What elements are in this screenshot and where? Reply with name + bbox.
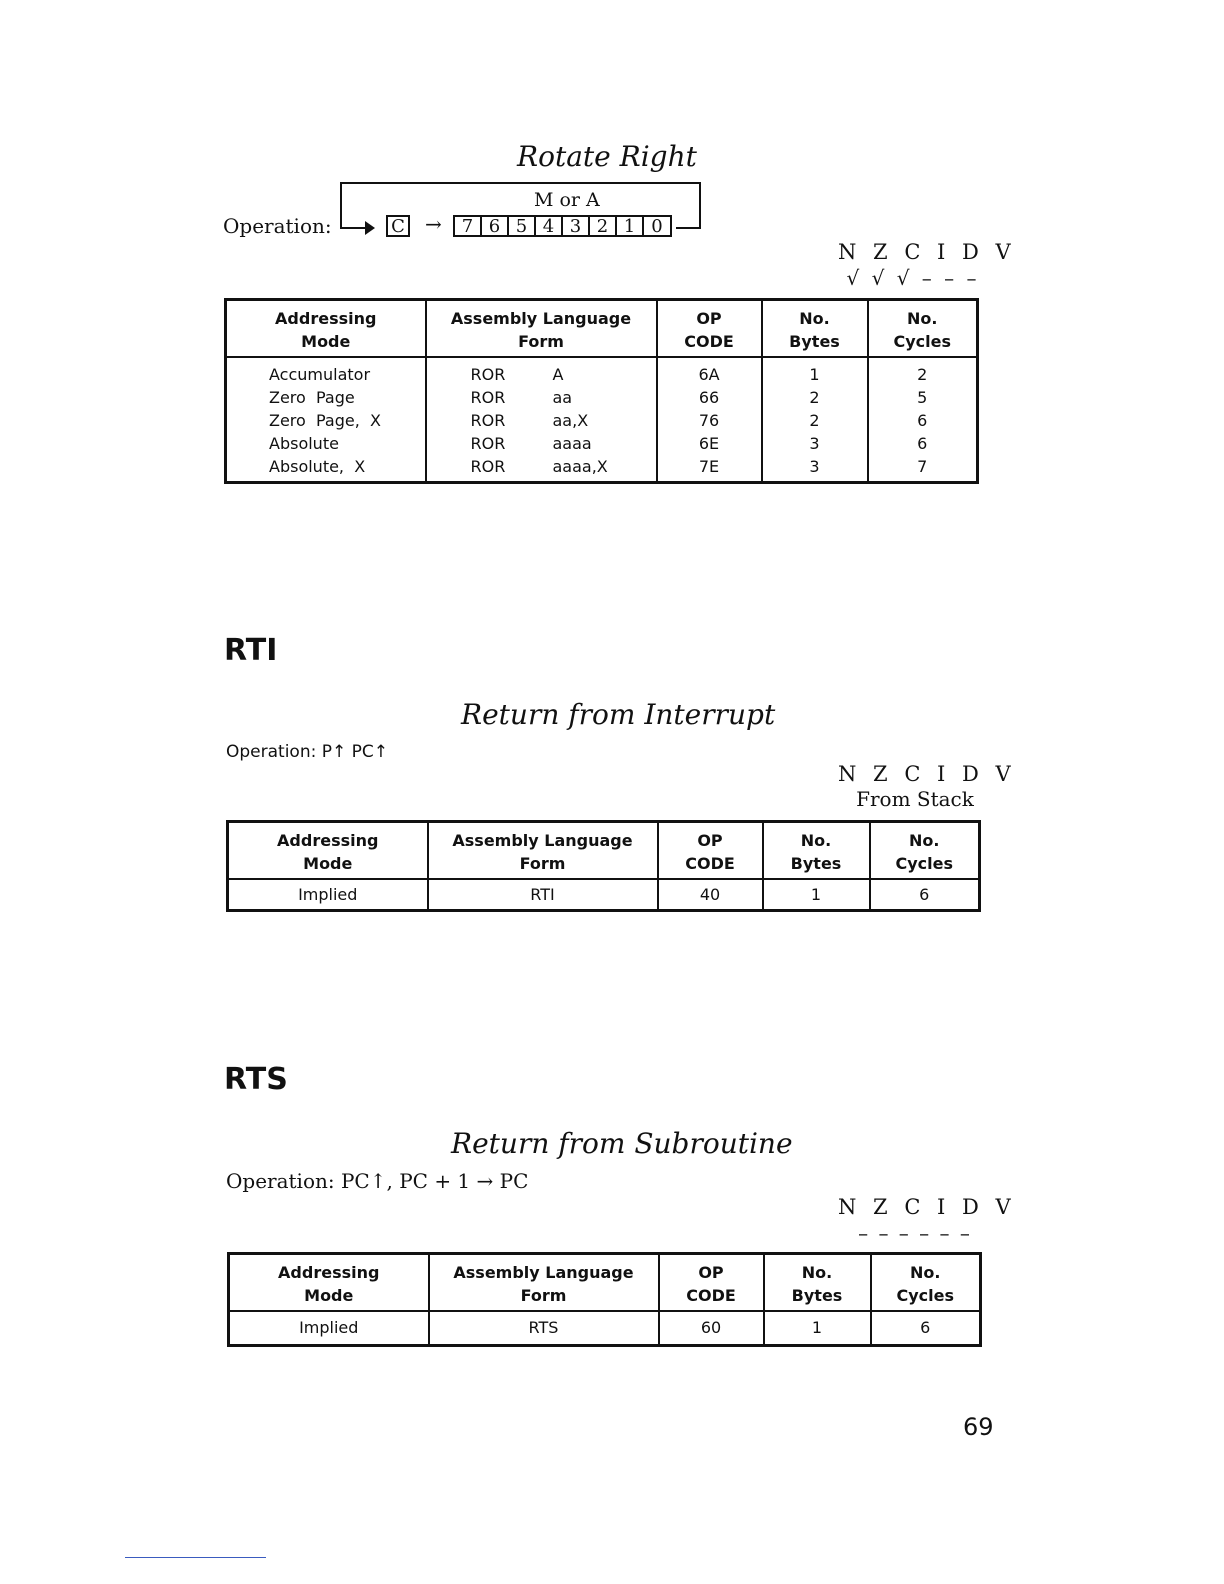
mode-cell: Implied [298,885,358,904]
bytes-cell: 1 [764,1311,871,1346]
opcode-cell: 40 [658,879,763,911]
bit-3-box: 3 [561,215,590,237]
assembly-cell: ROR aaaa [426,432,657,455]
rti-flags-values: From Stack [856,787,974,811]
bytes-cell: 1 [763,879,870,911]
mode-cell: Zero Page, X [269,411,381,430]
table-row [229,1311,981,1346]
assembly-cell: ROR aa [426,386,657,409]
cycles-cell: 6 [868,409,978,432]
col-header-addressing-mode: Addressing Mode [228,822,428,880]
rts-operation: Operation: PC↑, PC + 1 → PC [226,1169,529,1193]
cycles-cell: 2 [868,357,978,386]
col-header-bytes: No. Bytes [762,300,868,358]
col-header-addressing-mode: Addressing Mode [226,300,426,358]
assembly-cell: RTI [428,879,658,911]
col-header-assembly-form: Assembly Language Form [429,1254,659,1312]
bytes-cell: 3 [762,455,868,483]
bit-6-box: 6 [480,215,509,237]
assembly-cell: ROR A [426,357,657,386]
bit-4-box: 4 [534,215,563,237]
diagram-loop-exit-line [676,227,701,229]
rti-operation: Operation: P↑ PC↑ [226,742,388,762]
ror-flags-values: √ √ √ – – – [846,266,980,290]
mode-cell: Accumulator [269,365,371,384]
diagram-loop-left-line [340,182,342,229]
col-header-opcode: OP CODE [657,300,762,358]
ror-flags-header: N Z C I D V [838,240,1016,264]
opcode-cell: 6E [657,432,762,455]
cycles-cell: 6 [868,432,978,455]
col-header-assembly-form: Assembly Language Form [426,300,657,358]
cycles-cell: 6 [870,879,980,911]
bit-5-box: 5 [507,215,536,237]
col-header-assembly-form: Assembly Language Form [428,822,658,880]
opcode-cell: 66 [657,386,762,409]
mode-cell: Zero Page [269,388,355,407]
cycles-cell: 7 [868,455,978,483]
rti-heading: RTI [224,633,278,668]
rts-flags-header: N Z C I D V [838,1195,1016,1219]
opcode-cell: 6A [657,357,762,386]
rti-flags-header: N Z C I D V [838,762,1016,786]
col-header-cycles: No. Cycles [868,300,978,358]
bit-0-box: 0 [642,215,672,237]
assembly-cell: ROR aaaa,X [426,455,657,483]
rts-heading: RTS [224,1062,288,1097]
col-header-bytes: No. Bytes [763,822,870,880]
table-row [226,409,978,432]
table-row [226,357,978,386]
bytes-cell: 3 [762,432,868,455]
rti-title: Return from Interrupt [461,698,776,731]
table-header-row [228,822,980,880]
ror-operation-label: Operation: [223,214,332,238]
table-row [228,879,980,911]
opcode-cell: 7E [657,455,762,483]
table-row [226,432,978,455]
register-label: M or A [534,189,600,211]
cycles-cell: 5 [868,386,978,409]
col-header-opcode: OP CODE [658,822,763,880]
page-number: 69 [963,1413,994,1441]
bit-7-box: 7 [453,215,482,237]
rts-opcode-table [227,1252,982,1347]
col-header-bytes: No. Bytes [764,1254,871,1312]
rts-flags-values: – – – – – – [858,1221,972,1245]
opcode-cell: 60 [659,1311,764,1346]
carry-arrow: → [425,212,442,236]
rti-opcode-table [226,820,981,912]
table-row [226,455,978,483]
footer-rule [125,1557,266,1558]
rts-title: Return from Subroutine [451,1127,793,1160]
diagram-loop-entry-line [340,227,368,229]
table-row [226,386,978,409]
bytes-cell: 2 [762,386,868,409]
cycles-cell: 6 [871,1311,981,1346]
ror-title: Rotate Right [517,140,697,173]
col-header-addressing-mode: Addressing Mode [229,1254,429,1312]
carry-bit-box: C [386,215,410,237]
col-header-cycles: No. Cycles [871,1254,981,1312]
table-header-row [226,300,978,358]
diagram-arrowhead-icon [365,221,375,235]
opcode-cell: 76 [657,409,762,432]
diagram-loop-right-line [699,182,701,229]
bit-1-box: 1 [615,215,644,237]
mode-cell: Implied [299,1318,359,1337]
col-header-opcode: OP CODE [659,1254,764,1312]
ror-opcode-table [224,298,979,484]
col-header-cycles: No. Cycles [870,822,980,880]
bit-2-box: 2 [588,215,617,237]
mode-cell: Absolute [269,434,339,453]
assembly-cell: ROR aa,X [426,409,657,432]
bytes-cell: 2 [762,409,868,432]
table-header-row [229,1254,981,1312]
diagram-loop-top-line [340,182,701,184]
bytes-cell: 1 [762,357,868,386]
assembly-cell: RTS [429,1311,659,1346]
mode-cell: Absolute, X [269,457,366,476]
